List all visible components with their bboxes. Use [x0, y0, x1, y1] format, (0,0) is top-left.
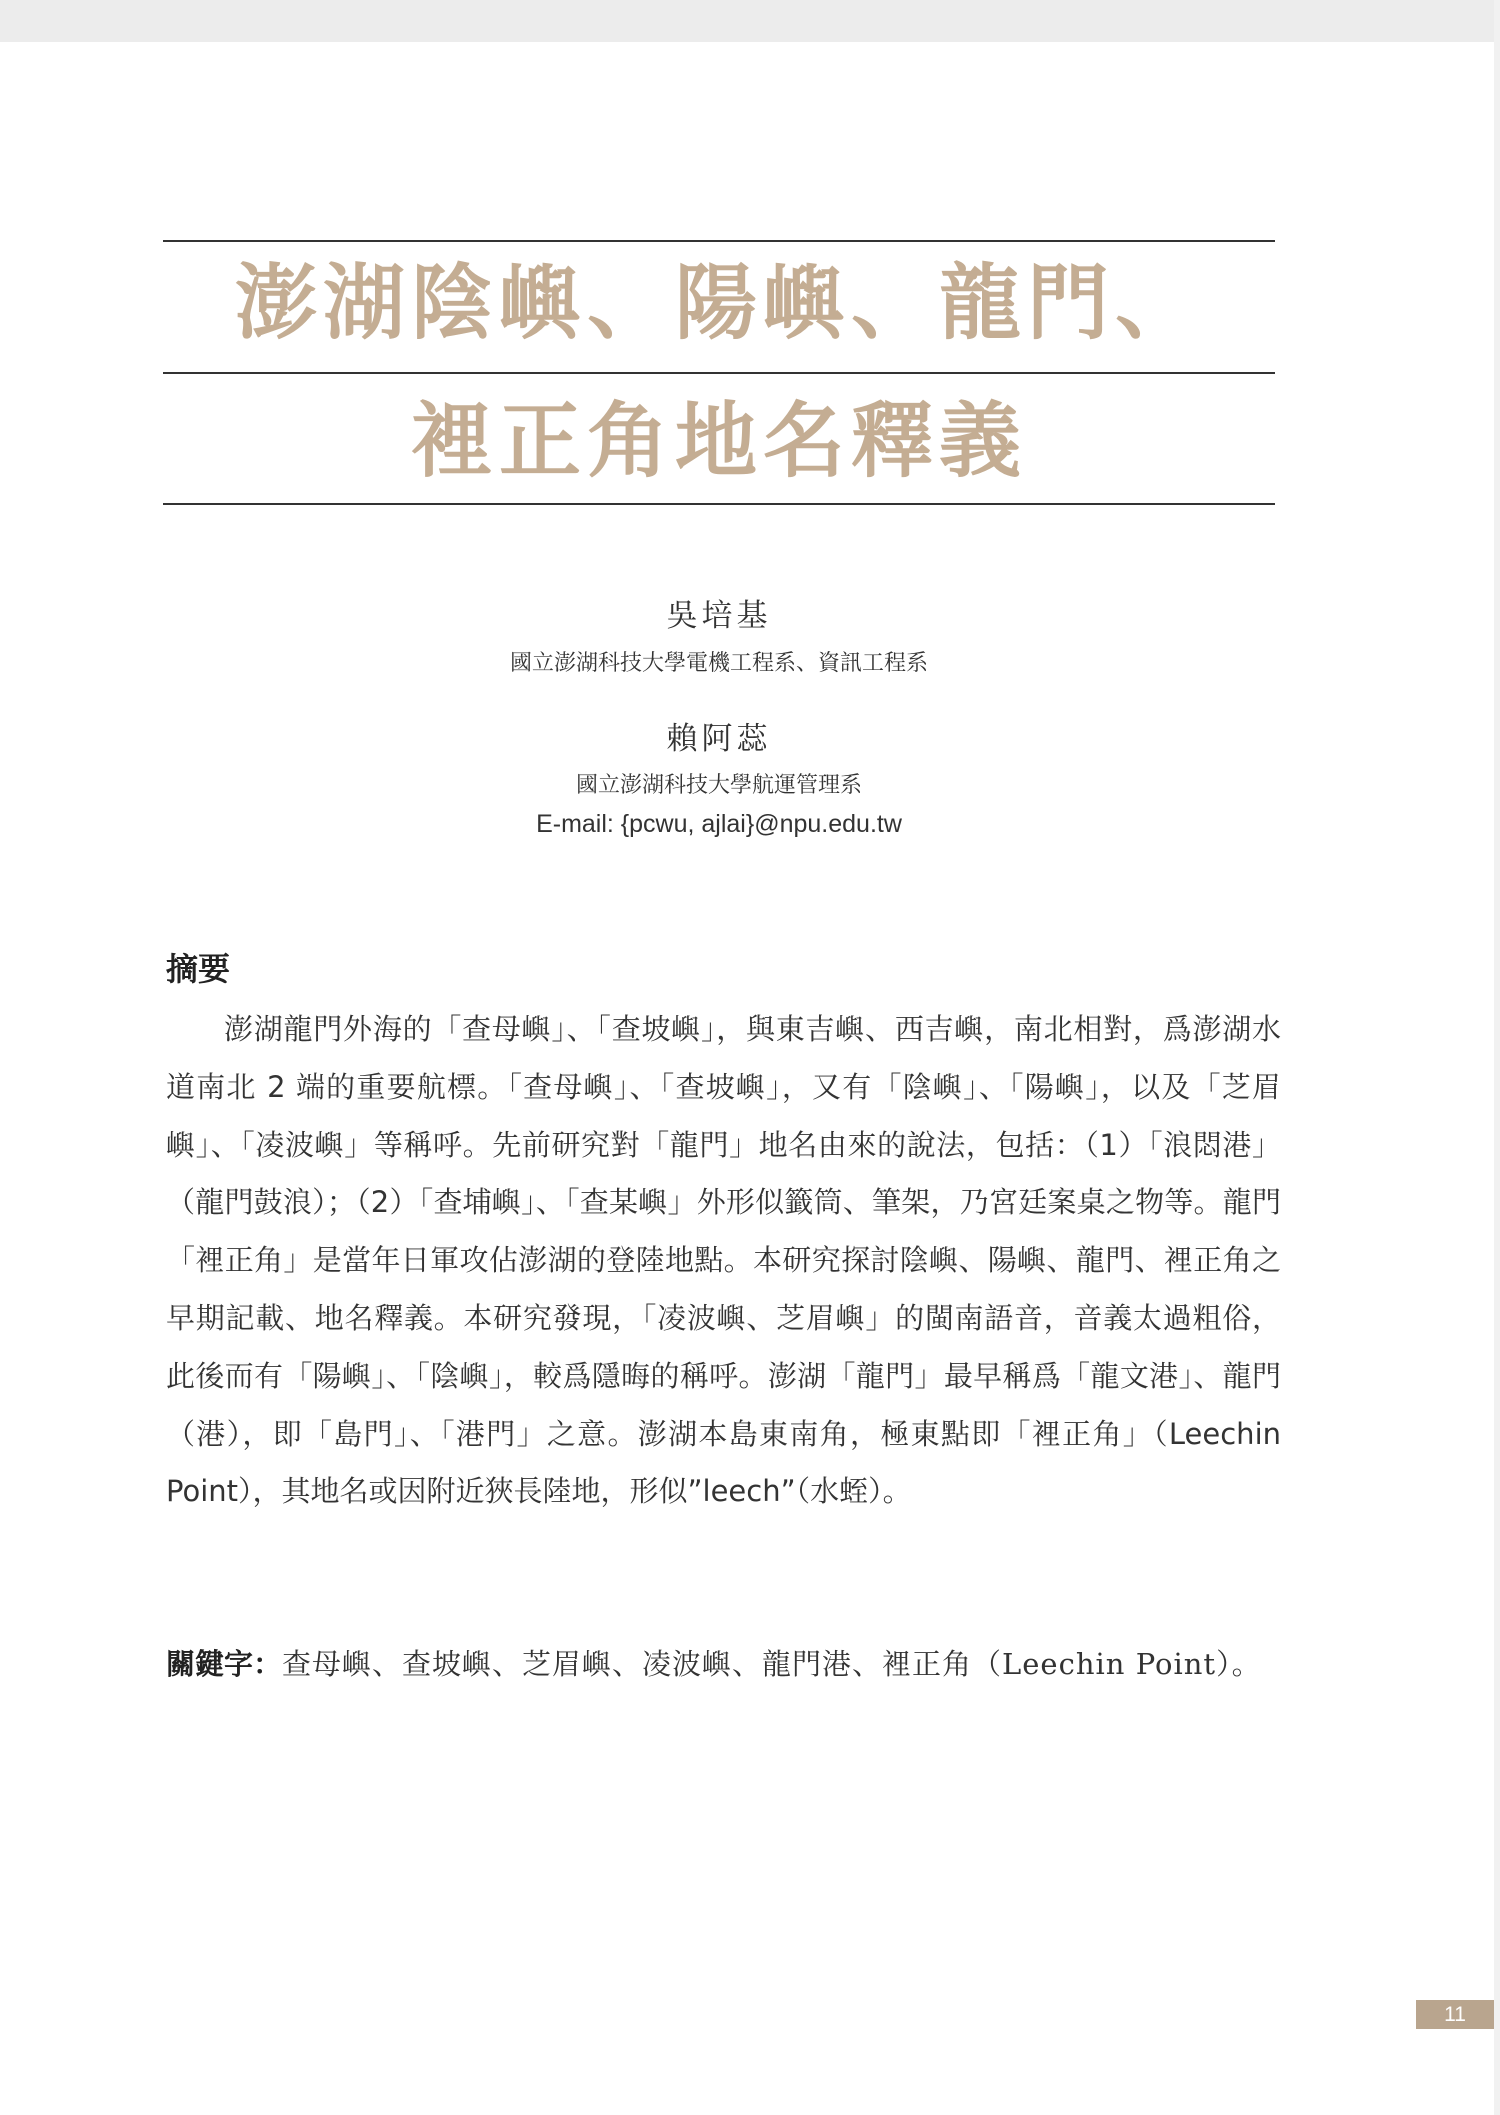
author-affiliation-1: 國立澎湖科技大學電機工程系、資訊工程系	[509, 651, 928, 676]
author-name-2: 賴阿蕊	[666, 721, 772, 757]
abstract-heading: 摘要	[166, 950, 231, 988]
title-rule-middle	[163, 372, 1275, 374]
scan-edge-shadow	[1494, 0, 1500, 2115]
page-number: 11	[1416, 2000, 1494, 2029]
scan-top-strip	[0, 0, 1500, 42]
author-email: E-mail: {pcwu, ajlai}@npu.edu.tw	[536, 810, 902, 838]
title-rule-bottom	[163, 503, 1275, 505]
title-line-2: 裡正角地名釋義	[410, 393, 1027, 489]
author-name-1: 吳培基	[666, 598, 772, 634]
keywords-text: 查母嶼、查坡嶼、芝眉嶼、凌波嶼、龍門港、裡正角（Leechin Point）。	[282, 1647, 1262, 1681]
title-rule-top	[163, 240, 1275, 242]
abstract-body: 澎湖龍門外海的「查母嶼」、「查坡嶼」，與東吉嶼、西吉嶼，南北相對，爲澎湖水道南北 2 端的重要航標。「查母嶼」、「查坡嶼」，又有「陰嶼」、「陽嶼」，以及「芝眉嶼」、「凌波嶼」等稱呼。先前研究對「龍門」地名由來的說法，包括：（1）「浪悶港」（龍門鼓浪）；（2）「查埔嶼」、「查某嶼」外形似籤筒、筆架，乃宮廷案桌之物等。龍門「裡正角」是當年日軍攻佔澎湖的登陸地點。本研究探討陰嶼、陽嶼、龍門、裡正角之早期記載、地名釋義。本研究發現，「凌波嶼、芝眉嶼」的閩南語音，音義太過粗俗，此後而有「陽嶼」、「陰嶼」，較爲隱晦的稱呼。澎湖「龍門」最早稱爲「龍文港」、龍門（港），即「島門」、「港門」之意。澎湖本島東南角，極東點即「裡正角」（Leechin Point），其地名或因附近狹長陸地，形似”leech”（水蛭）。	[166, 1012, 1281, 1509]
keywords	[166, 1635, 1286, 1693]
keywords-label: 關鍵字：	[166, 1647, 283, 1681]
title-line-1: 澎湖陰嶼、陽嶼、龍門、	[234, 255, 1203, 351]
author-affiliation-2: 國立澎湖科技大學航運管理系	[575, 773, 862, 798]
